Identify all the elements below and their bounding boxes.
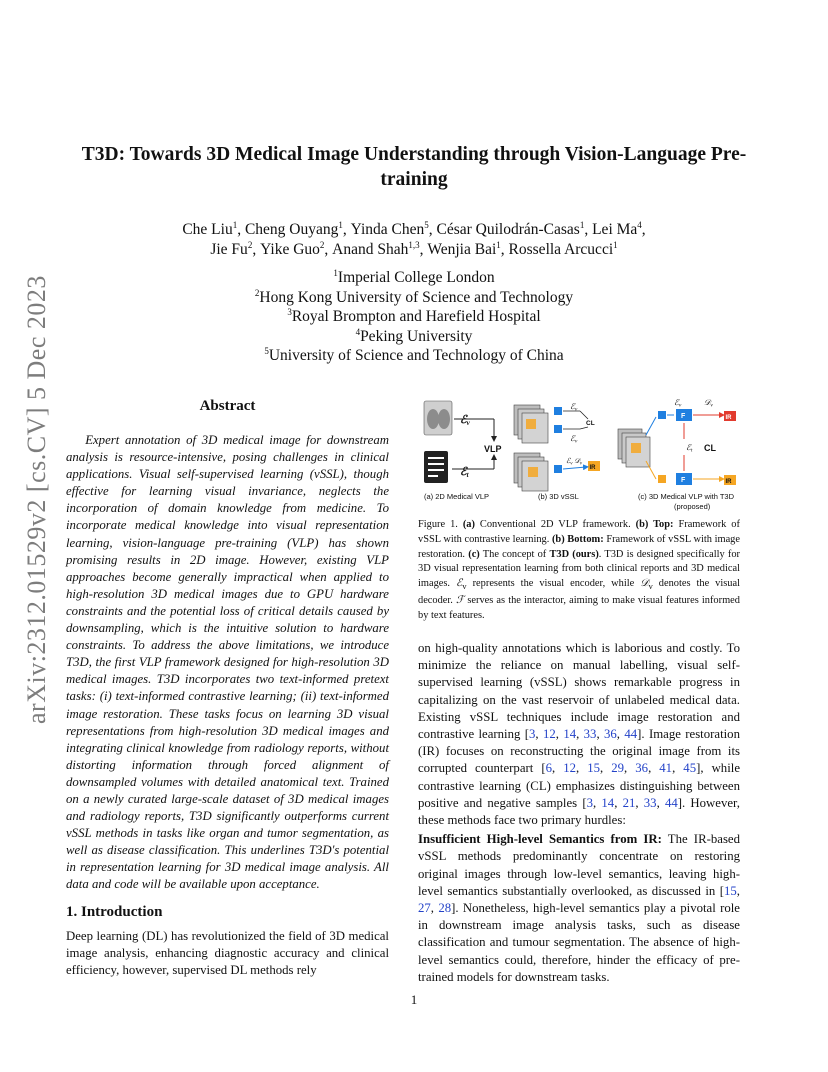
figure-1 [418,395,740,515]
encoder-t-symbol: ℰt [460,466,469,479]
section-heading-introduction: 1. Introduction [66,903,163,920]
svg-text:ℰt: ℰt [686,443,693,454]
author: Anand Shah$^{1,3}$, [332,239,428,258]
feature-cube [554,407,562,415]
arxiv-identifier: arXiv:2312.01529v2 [cs.CV] 5 Dec 2023 [22,275,51,725]
figure-1-caption: Figure 1. (a) Conventional 2D VLP framework. (b) Top: Framework of vSSL with contrastive learning. (b) Bottom: Framework of vSSL with image restoration. (c) The concept of T3D (ours). T3D is designed specifically for 3D visual representation learning from both clinical reports and 3D medical images. ℰ$_v$ represents the visual encoder, while 𝒟$_v$ denotes the visual decoder. ℱ serves as the interactor, aiming to make visual features informed by text features. [418,519,740,621]
citation-link[interactable]: 21 [622,795,636,810]
citation-link[interactable]: 27 [418,901,431,916]
paragraph: Insufficient High-level Semantics from IR: The IR-based vSSL methods predominantly concentrate on restoring original images through low-level semantics, leaving high-level semantics substantially overlooked, as discussed in [15, 27, 28]. Nonetheless, high-level semantics play a pivotal role in downstream image analysis tasks, such as disease classification and tumour segmentation. The absence of high-level semantics could, therefore, hinder the efficacy of pre-trained models for downstream tasks. [418,832,741,984]
svg-text:ℰv: ℰv [674,398,682,409]
introduction-text: Deep learning (DL) has revolutionized the field of 3D medical image analysis, enhancing diagnostic accuracy and clinical efficiency, however, supervised DL methods rely [66,928,389,977]
citation-link[interactable]: 41 [659,761,673,776]
svg-text:ℰv: ℰv [570,434,578,445]
cl-label-b: CL [586,420,595,427]
f-label-top: F [681,413,686,420]
citation-link[interactable]: 44 [624,727,638,742]
cl-label-c: CL [704,443,716,453]
panel-c-sublabel: (proposed) [674,502,711,511]
page-number: 1 [410,992,418,1007]
citation-link[interactable]: 28 [438,901,452,916]
affiliation-list [70,268,758,366]
svg-text:ℰv: ℰv [570,402,578,413]
panel-b-label: (b) 3D vSSL [538,492,579,501]
paragraph-lead: Insufficient High-level Semantics from IR: [418,832,662,847]
ir-label-b: IR [589,465,596,471]
citation-link[interactable]: 45 [683,761,697,776]
svg-text:𝒟v: 𝒟v [704,398,713,409]
author: César Quilodrán-Casas$^1$, [436,219,593,238]
citation-link[interactable]: 36 [635,761,649,776]
citation-link[interactable]: 33 [643,795,657,810]
panel-c-label: (c) 3D Medical VLP with T3D [638,492,735,501]
author: Yinda Chen$^5$, [350,219,437,238]
citation-link[interactable]: 12 [563,761,577,776]
feature-cube [554,425,562,433]
affiliation: $^3$Royal Brompton and Harefield Hospital [287,306,541,325]
author-list [70,220,758,260]
citation-link[interactable]: 29 [611,761,625,776]
panel-b [514,402,600,501]
citation-link[interactable]: 44 [664,795,678,810]
svg-text:ℰv 𝒟v: ℰ$_v$ 𝒟$_v$ [566,457,583,467]
paper-title: T3D: Towards 3D Medical Image Understanding through Vision-Language Pre-training [81,144,747,190]
citation-link[interactable]: 15 [587,761,601,776]
author: Che Liu$^1$, [182,219,245,238]
left-column [66,398,389,979]
panel-c [618,398,736,511]
encoder-v-symbol: ℰv [460,414,470,427]
citation-link[interactable]: 15 [724,883,737,898]
author: Lei Ma$^4$, [592,219,646,238]
ir-label-c-bottom: IR [725,479,732,485]
ir-label-c-top: IR [725,415,732,421]
lung-right-shape [438,409,450,429]
abstract-text: Expert annotation of 3D medical image for downstream analysis is resource-intensive, posing challenges in clinical applications. Visual self-supervised learning (vSSL), though effective for learning visual invariance, neglects the incorporation of domain knowledge from medicine. To incorporate medical knowledge into visual representation learning, vision-language pre-training (VLP) has shown promising results in 2D image. However, existing VLP approaches become generally impractical when applied to high-resolution 3D medical images due to GPU hardware constraints and the potential loss of critical details caused by downsampling, which is the intuitive solution to hardware constraints. To address the above limitations, we introduce T3D, the first VLP framework designed for high-resolution 3D medical images. T3D incorporates two text-informed pretext tasks: (i) text-informed contrastive learning; (ii) text-informed image restoration. These tasks focus on learning 3D visual representations from high-resolution 3D medical images and integrating clinical knowledge from radiology reports, without distorting information through forced alignment of downsampled volumes with detailed anatomical text. Trained on a newly curated large-scale dataset of 3D medical images and radiology reports, T3D significantly outperforms current vSSL methods in tasks like organ and tumor segmentation, as well as disease classification. This underlines T3D's potential in representation learning for 3D medical image analysis. All data and code will be available upon acceptance. [66,433,389,892]
affiliation: $^5$University of Science and Technology of China [264,345,564,364]
author: Wenjia Bai$^1$, [427,239,509,258]
citation-link[interactable]: 12 [542,727,556,742]
citation-link[interactable]: 14 [601,795,615,810]
lung-left-shape [427,409,439,429]
affiliation: $^2$Hong Kong University of Science and Technology [254,287,574,306]
affiliation: $^1$Imperial College London [333,267,495,286]
author: Jie Fu$^2$, [210,239,261,258]
clipboard-report-icon [424,451,448,483]
author: Yike Guo$^2$, [260,239,333,258]
citation-link[interactable]: 3 [529,727,536,742]
abstract-heading: Abstract [199,398,256,414]
title-block [70,142,758,192]
citation-link[interactable]: 36 [604,727,617,742]
citation-link[interactable]: 6 [545,761,552,776]
author: Rossella Arcucci$^1$ [508,239,618,258]
citation-link[interactable]: 33 [583,727,597,742]
author: Cheng Ouyang$^1$, [244,219,351,238]
right-column [418,640,740,988]
citation-link[interactable]: 3 [586,795,593,810]
f-label-bottom: F [681,477,686,484]
vlp-label: VLP [484,444,502,454]
affiliation: $^4$Peking University [355,326,473,345]
paragraph: on high-quality annotations which is laborious and costly. To minimize the reliance on manual labelling, visual self-supervised learning (vSSL) shows remarkable progress in capitalizing on the vast reservoir of unlabeled medical data. Existing vSSL techniques include image restoration and contrastive learning [3, 12, 14, 33, 36, 44]. Image restoration (IR) focuses on reconstructing the original image from its corrupted counterpart [6, 12, 15, 29, 36, 41, 45], while contrastive learning (CL) emphasizes distinguishing between positive and negative samples [3, 14, 21, 33, 44]. However, these methods face two primary hurdles: [418,641,740,828]
panel-a [424,401,502,501]
citation-link[interactable]: 14 [563,727,577,742]
panel-a-label: (a) 2D Medical VLP [424,492,490,501]
figure-1-diagram [418,395,740,515]
